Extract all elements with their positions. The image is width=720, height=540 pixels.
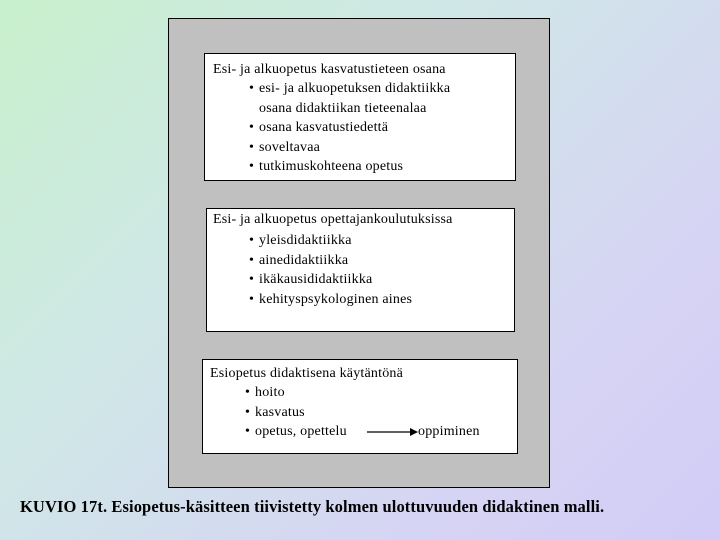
bullet-list [249,231,412,309]
bullet-icon: • [249,252,255,268]
list-item-text: tutkimuskohteena opetus [259,159,404,174]
list-item-text: ikäkausididaktiikka [259,272,373,287]
list-item-text: esi- ja alkuopetuksen didaktiikka [259,81,451,96]
bullet-icon: • [249,159,255,174]
list-item [249,270,412,290]
list-item-continuation [251,99,452,119]
bullet-icon: • [245,424,251,439]
bullet-list [245,383,480,442]
bullet-icon: • [249,272,255,287]
list-item-text: kasvatus [255,404,305,420]
bullet-icon: • [249,81,255,96]
list-item-text: ainedidaktiikka [259,252,349,268]
figure-caption: KUVIO 17t. Esiopetus-käsitteen tiivistetty kolmen ulottuvuuden didaktinen malli. [20,497,605,516]
list-item-text: osana didaktiikan tieteenalaa [259,100,427,116]
list-item [249,79,450,99]
bullet-icon: • [245,404,251,420]
list-item-text: yleisdidaktiikka [259,233,352,248]
box-kasvatustiede [204,53,516,181]
list-item [249,138,450,158]
box-title: Esi- ja alkuopetus opettajankoulutuksissa [213,212,453,227]
bullet-icon: • [245,385,251,400]
list-item-text: soveltavaa [259,139,321,155]
box-opettajankoulutus [206,208,515,332]
list-item [249,118,450,138]
bullet-icon: • [249,120,255,135]
list-item-text: hoito [255,385,285,400]
list-item [245,403,347,423]
bullet-list [249,79,450,177]
bullet-icon: • [249,233,255,248]
bullet-icon: • [249,291,255,307]
box-kaytanto [202,359,518,454]
arrow-target-label: oppiminen [418,424,480,439]
list-item [245,422,480,442]
list-item [249,231,412,251]
bullet-icon: • [249,139,255,155]
box-title: Esiopetus didaktisena käytäntönä [210,366,404,381]
arrow-right-icon [367,425,419,439]
list-item [245,383,347,403]
list-item [249,290,412,310]
list-item-text: osana kasvatustiedettä [259,120,389,135]
box-title: Esi- ja alkuopetus kasvatustieteen osana [213,62,446,77]
list-item [249,157,450,177]
list-item [249,251,412,271]
list-item-text: kehityspsykologinen aines [259,291,413,307]
list-item-text: opetus, opettelu [255,424,347,439]
